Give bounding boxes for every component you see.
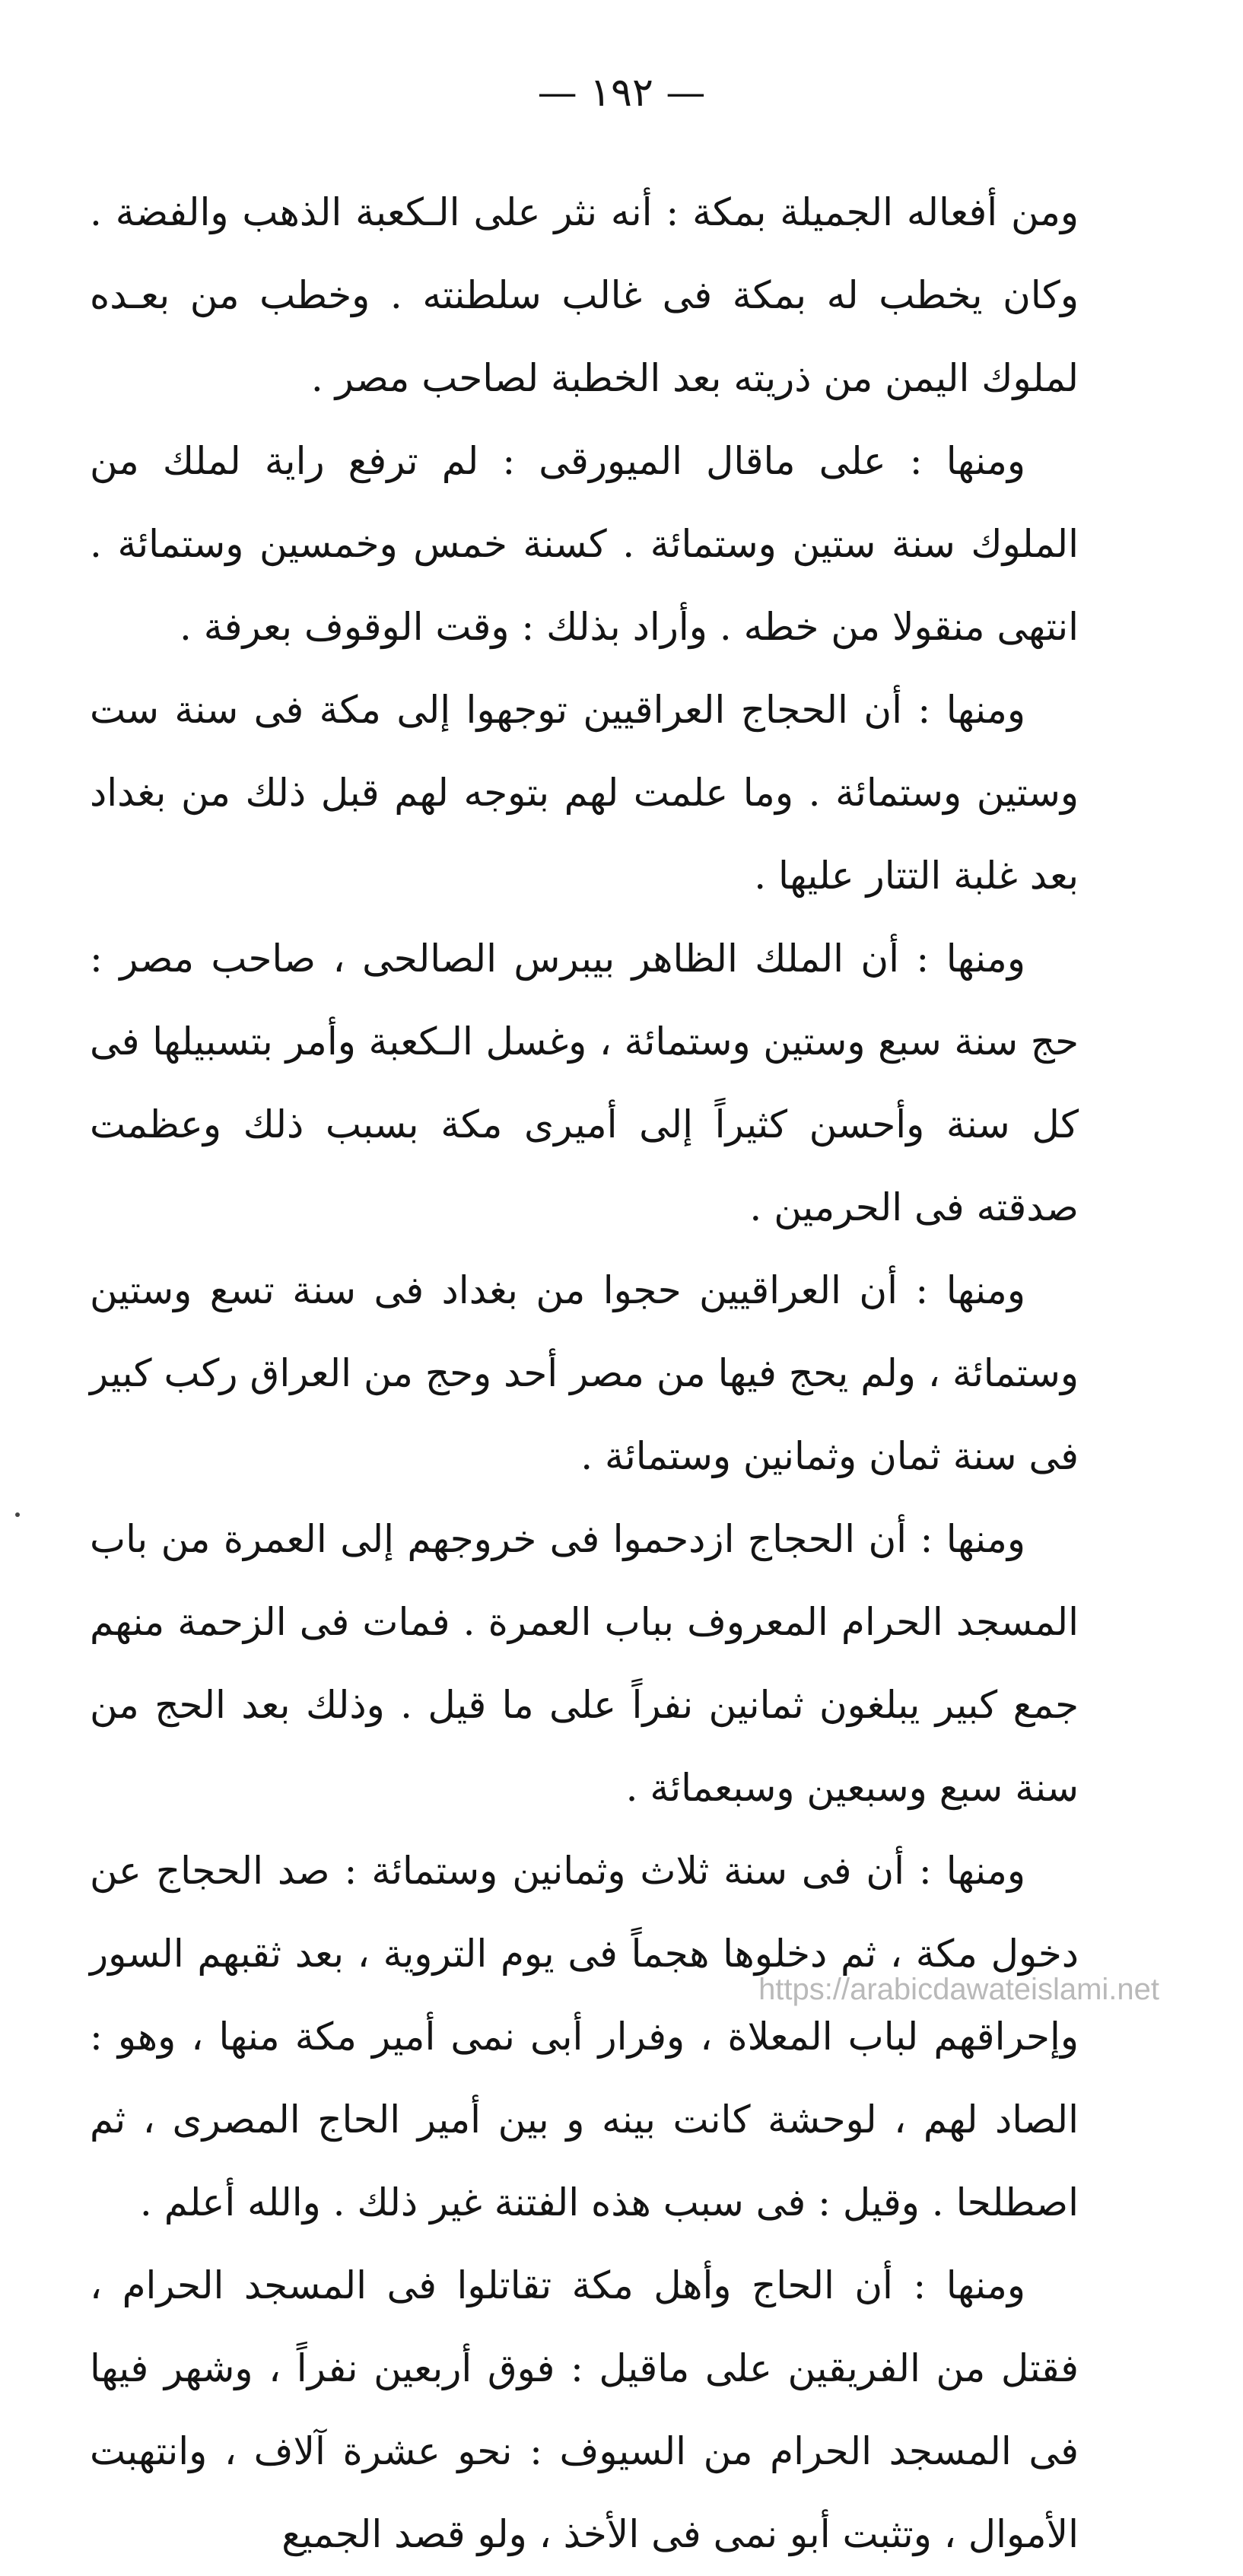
paragraph-1: ومن أفعاله الجميلة بمكة : أنه نثر على الـكعبة الذهب والفضة . وكان يخطب له بمكة فى غالب سلطنته . وخطب من بعـده لملوك اليمن من ذريته بعد الخطبة لصاحب مصر . — [90, 190, 1079, 400]
paragraph-8: ومنها : أن الحاج وأهل مكة تقاتلوا فى المسجد الحرام ، فقتل من الفريقين على ماقيل : فوق أربعين نفراً ، وشهر فيها فى المسجد الحرام من السيوف : نحو عشرة آلاف ، وانتهبت الأموال ، وتثبت أبو نمى فى الأخذ ، ولو قصد الجميع — [90, 2263, 1079, 2556]
page-number: — ١٩٢ — — [537, 70, 706, 116]
paragraph-4: ومنها : أن الملك الظاهر بيبرس الصالحى ، صاحب مصر : حج سنة سبع وستين وستمائة ، وغسل الـكعبة وأمر بتسبيلها فى كل سنة وأحسن كثيراً إلى أميرى مكة بسبب ذلك وعظمت صدقته فى الحرمين . — [90, 937, 1079, 1229]
watermark-url: https://arabicdawateislami.net — [758, 1973, 1159, 2006]
paragraph-7: ومنها : أن فى سنة ثلاث وثمانين وستمائة : صد الحجاج عن دخول مكة ، ثم دخلوها هجماً فى يوم التروية ، بعد ثقبهم السور وإحراقهم لباب المعلاة ، وفرار أبى نمى أمير مكة منها ، وهو : الصاد لهم ، لوحشة كانت بينه و بين أمير الحاج المصرى ، ثم اصطلحا . وقيل : فى سبب هذه الفتنة غير ذلك . والله أعلم . — [90, 1849, 1079, 2225]
paragraph-6: ومنها : أن الحجاج ازدحموا فى خروجهم إلى العمرة من باب المسجد الحرام المعروف بباب العمرة . فمات فى الزحمة منهم جمع كبير يبلغون ثمانين نفراً على ما قيل . وذلك بعد الحج من سنة سبع وسبعين وسبعمائة . — [90, 1517, 1079, 1810]
body-text — [90, 171, 1079, 2576]
scan-speck — [15, 1512, 20, 1517]
paragraph-2: ومنها : على ماقال الميورقى : لم ترفع راية لملك من الملوك سنة ستين وستمائة . كسنة خمس وخمسين وستمائة . انتهى منقولا من خطه . وأراد بذلك : وقت الوقوف بعرفة . — [90, 439, 1079, 649]
paragraph-3: ومنها : أن الحجاج العراقيين توجهوا إلى مكة فى سنة ست وستين وستمائة . وما علمت لهم بتوجه لهم قبل ذلك من بغداد بعد غلبة التتار عليها . — [90, 688, 1079, 898]
paragraph-5: ومنها : أن العراقيين حجوا من بغداد فى سنة تسع وستين وستمائة ، ولم يحج فيها من مصر أحد وحج من العراق ركب كبير فى سنة ثمان وثمانين وستمائة . — [90, 1268, 1079, 1478]
